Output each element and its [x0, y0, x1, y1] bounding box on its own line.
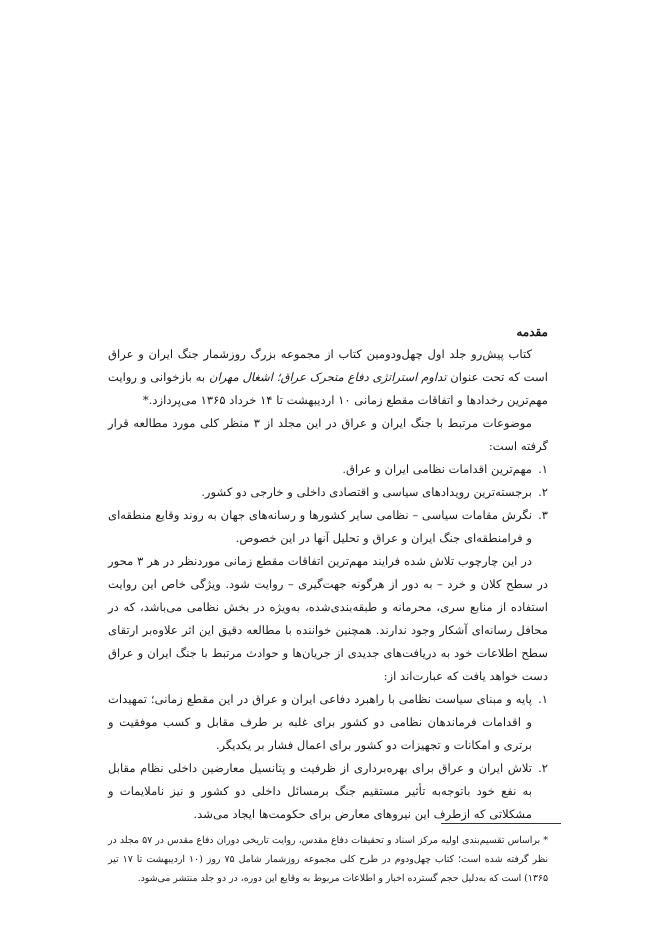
intro-after-title: به بازخوانی و روایت مهم‌ترین رخدادها و اتفاقات مقطع زمانی ۱۰ اردیبهشت تا ۱۴ خرداد ۱۳۶۵ می‌پردازد.*: [108, 370, 548, 407]
list-item: [108, 481, 548, 504]
list-item: [108, 504, 548, 550]
footnote-divider: [441, 823, 561, 824]
list-text: نگرش مقامات سیاسی – نظامی سایر کشورها و رسانه‌های جهان به روند وقایع منطقه‌ای و فرامنطقه‌ای جنگ ایران و عراق و تحلیل آنها در این خصوص.: [108, 508, 532, 545]
list-number: ۱.: [538, 462, 548, 476]
list-item: [108, 458, 548, 481]
topics-intro: موضوعات مرتبط با جنگ ایران و عراق در این مجلد از ۳ منظر کلی مورد مطالعه قرار گرفته است:: [108, 416, 548, 453]
footnote: * براساس تقسیم‌بندی اولیه مرکز اسناد و تحقیقات دفاع مقدس، روایت تاریخی دوران دفاع مقدس در ۵۷ مجلد در نظر گرفته شده است؛ کتاب چهل‌ودوم در طرح کلی مجموعه روزشمار شامل ۷۵ روز (۱۰ اردیبهشت تا ۱۷ تیر ۱۳۶۵) است که به‌دلیل حجم گسترده اخبار و اطلاعات مربوط به وقایع این دوره، در دو جلد منتشر می‌شود.: [108, 835, 548, 884]
list-text: پایه و مبنای سیاست نظامی با راهبرد دفاعی ایران و عراق در این مقطع زمانی؛ تمهیدات و اقدامات فرماندهان نظامی دو کشور برای غلبه بر طرف مقابل و کسب موفقیت و برتری و امکانات و تجهیزات دو کشور برای اعمال فشار بر یکدیگر.: [108, 692, 532, 752]
findings-list: [108, 688, 548, 826]
list-item: [108, 757, 548, 826]
topics-list: [108, 458, 548, 550]
list-item: [108, 688, 548, 757]
framework-paragraph: در این چارچوب تلاش شده فرایند مهم‌ترین اتفاقات مقطع زمانی موردنظر در هر ۳ محور در سطح کلان و خرد – به دور از هرگونه جهت‌گیری – روایت شود. ویژگی خاص این روایت استفاده از منابع سری، محرمانه و طبقه‌بندی‌شده، به‌ویژه در بخش نظامی می‌باشد، که در محافل رسانه‌ای آشکار وجود ندارند. همچنین خواننده با مطالعه دقیق این اثر علاوه‌بر ارتقای سطح اطلاعات خود به دریافت‌های جدیدی از جریان‌ها و حوادث مرتبط با جنگ ایران و عراق دست خواهد یافت که عبارت‌اند از:: [108, 554, 548, 683]
list-number: ۱.: [538, 692, 548, 706]
intro-paragraph: [108, 343, 548, 412]
list-text: مهم‌ترین اقدامات نظامی ایران و عراق.: [342, 462, 532, 476]
intro-before-title: کتاب پیش‌رو جلد اول چهل‌ودومین کتاب از مجموعه بزرگ روزشمار جنگ ایران و عراق است که تحت عنوان: [108, 347, 548, 384]
book-title: تداوم استراتژی دفاع متحرک عراق؛ اشغال مهران: [208, 370, 447, 384]
list-number: ۳.: [538, 508, 548, 522]
main-text: [108, 321, 548, 826]
list-number: ۲.: [538, 485, 548, 499]
list-text: تلاش ایران و عراق برای بهره‌برداری از ظرفیت و پتانسیل معارضین داخلی نظام مقابل به نفع خود باتوجه‌به تأثیر مستقیم جنگ برمسائل داخلی دو کشور و نیز ناملایمات و مشکلاتی که ازطرف این نیروهای معارض برای حکومت‌ها ایجاد می‌شد.: [108, 761, 532, 821]
list-text: برجسته‌ترین رویدادهای سیاسی و اقتصادی داخلی و خارجی دو کشور.: [201, 485, 532, 499]
section-heading: مقدمه: [516, 325, 548, 339]
list-number: ۲.: [538, 761, 548, 775]
